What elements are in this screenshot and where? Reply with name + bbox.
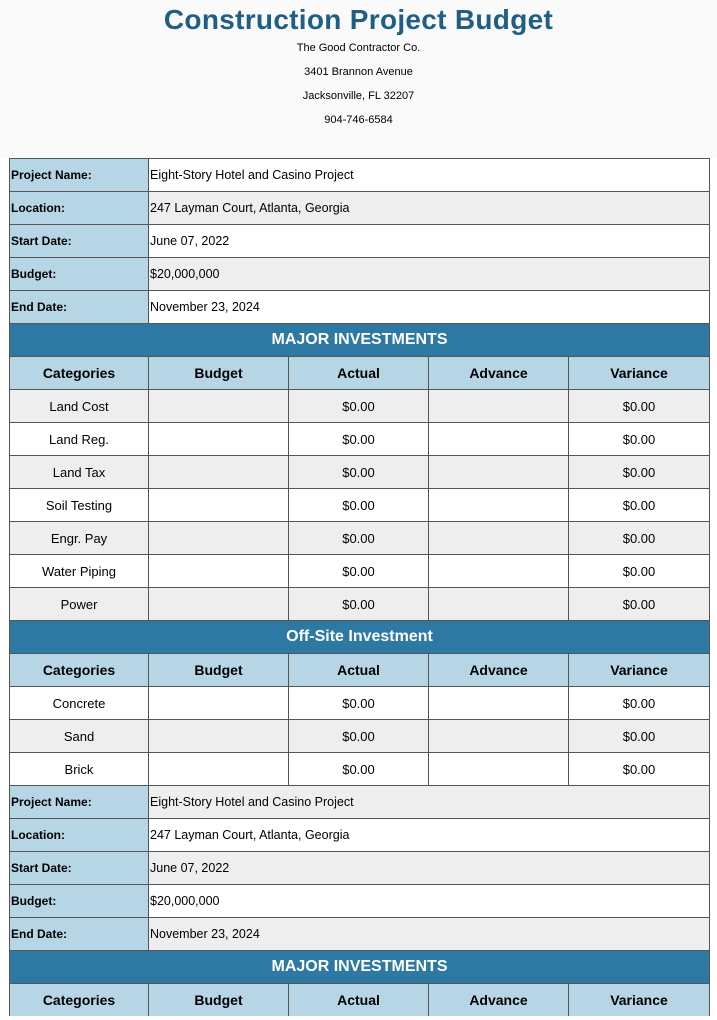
budget-value[interactable]: $20,000,000 xyxy=(149,258,709,290)
major-investments-header xyxy=(10,323,709,356)
project-name-row xyxy=(10,158,709,191)
col-categories: Categories xyxy=(10,654,149,686)
variance-cell[interactable]: $0.00 xyxy=(569,456,709,488)
variance-cell[interactable]: $0.00 xyxy=(569,489,709,521)
col-actual: Actual xyxy=(289,357,429,389)
col-budget: Budget xyxy=(149,654,289,686)
col-variance: Variance xyxy=(569,984,709,1016)
col-categories: Categories xyxy=(10,984,149,1016)
actual-cell[interactable]: $0.00 xyxy=(289,390,429,422)
col-advance: Advance xyxy=(429,984,569,1016)
start-date-value[interactable]: June 07, 2022 xyxy=(149,225,709,257)
category-cell: Soil Testing xyxy=(10,489,149,521)
actual-cell[interactable]: $0.00 xyxy=(289,687,429,719)
table-row xyxy=(10,455,709,488)
variance-cell[interactable]: $0.00 xyxy=(569,555,709,587)
budget-cell[interactable] xyxy=(149,423,289,455)
table-row xyxy=(10,752,709,785)
col-actual: Actual xyxy=(289,984,429,1016)
location-value[interactable]: 247 Layman Court, Atlanta, Georgia xyxy=(149,819,709,851)
location-row xyxy=(10,818,709,851)
column-header-row xyxy=(10,356,709,389)
advance-cell[interactable] xyxy=(429,555,569,587)
end-date-row xyxy=(10,917,709,950)
start-date-row xyxy=(10,224,709,257)
table-row xyxy=(10,422,709,455)
address-line-2: Jacksonville, FL 32207 xyxy=(302,90,415,102)
category-cell: Concrete xyxy=(10,687,149,719)
table-row xyxy=(10,389,709,422)
table-row xyxy=(10,686,709,719)
end-date-value[interactable]: November 23, 2024 xyxy=(149,291,709,323)
start-date-label: Start Date: xyxy=(10,225,149,257)
col-budget: Budget xyxy=(149,984,289,1016)
budget-value[interactable]: $20,000,000 xyxy=(149,885,709,917)
location-row xyxy=(10,191,709,224)
budget-cell[interactable] xyxy=(149,489,289,521)
budget-cell[interactable] xyxy=(149,522,289,554)
variance-cell[interactable]: $0.00 xyxy=(569,588,709,620)
category-cell: Power xyxy=(10,588,149,620)
company-name: The Good Contractor Co. xyxy=(296,42,421,54)
budget-row xyxy=(10,257,709,290)
actual-cell[interactable]: $0.00 xyxy=(289,489,429,521)
category-cell: Brick xyxy=(10,753,149,785)
category-cell: Water Piping xyxy=(10,555,149,587)
budget-cell[interactable] xyxy=(149,456,289,488)
document-header xyxy=(0,0,717,158)
advance-cell[interactable] xyxy=(429,588,569,620)
section-title: MAJOR INVESTMENTS xyxy=(271,331,448,348)
col-variance: Variance xyxy=(569,357,709,389)
variance-cell[interactable]: $0.00 xyxy=(569,423,709,455)
category-cell: Engr. Pay xyxy=(10,522,149,554)
actual-cell[interactable]: $0.00 xyxy=(289,588,429,620)
actual-cell[interactable]: $0.00 xyxy=(289,423,429,455)
col-advance: Advance xyxy=(429,654,569,686)
budget-row xyxy=(10,884,709,917)
budget-cell[interactable] xyxy=(149,753,289,785)
category-cell: Land Tax xyxy=(10,456,149,488)
table-row xyxy=(10,554,709,587)
project-name-label: Project Name: xyxy=(10,786,149,818)
advance-cell[interactable] xyxy=(429,687,569,719)
location-label: Location: xyxy=(10,819,149,851)
col-categories: Categories xyxy=(10,357,149,389)
offsite-investment-header xyxy=(10,620,709,653)
column-header-row xyxy=(10,653,709,686)
column-header-row xyxy=(10,983,709,1016)
start-date-label: Start Date: xyxy=(10,852,149,884)
budget-label: Budget: xyxy=(10,258,149,290)
table-row xyxy=(10,719,709,752)
category-cell: Land Reg. xyxy=(10,423,149,455)
location-label: Location: xyxy=(10,192,149,224)
advance-cell[interactable] xyxy=(429,522,569,554)
end-date-value[interactable]: November 23, 2024 xyxy=(149,918,709,950)
project-name-value[interactable]: Eight-Story Hotel and Casino Project xyxy=(149,159,709,191)
table-row xyxy=(10,521,709,554)
actual-cell[interactable]: $0.00 xyxy=(289,522,429,554)
table-row xyxy=(10,587,709,620)
location-value[interactable]: 247 Layman Court, Atlanta, Georgia xyxy=(149,192,709,224)
end-date-label: End Date: xyxy=(10,918,149,950)
actual-cell[interactable]: $0.00 xyxy=(289,555,429,587)
end-date-row xyxy=(10,290,709,323)
variance-cell[interactable]: $0.00 xyxy=(569,753,709,785)
start-date-value[interactable]: June 07, 2022 xyxy=(149,852,709,884)
actual-cell[interactable]: $0.00 xyxy=(289,456,429,488)
col-budget: Budget xyxy=(149,357,289,389)
table-row xyxy=(10,488,709,521)
page-title: Construction Project Budget xyxy=(163,4,554,35)
address-line-1: 3401 Brannon Avenue xyxy=(304,66,413,78)
actual-cell[interactable]: $0.00 xyxy=(289,720,429,752)
advance-cell[interactable] xyxy=(429,753,569,785)
project-name-value[interactable]: Eight-Story Hotel and Casino Project xyxy=(149,786,709,818)
budget-cell[interactable] xyxy=(149,687,289,719)
advance-cell[interactable] xyxy=(429,456,569,488)
advance-cell[interactable] xyxy=(429,720,569,752)
budget-label: Budget: xyxy=(10,885,149,917)
budget-cell[interactable] xyxy=(149,555,289,587)
section-title: Off-Site Investment xyxy=(286,628,433,645)
advance-cell[interactable] xyxy=(429,489,569,521)
variance-cell[interactable]: $0.00 xyxy=(569,522,709,554)
variance-cell[interactable]: $0.00 xyxy=(569,390,709,422)
advance-cell[interactable] xyxy=(429,390,569,422)
end-date-label: End Date: xyxy=(10,291,149,323)
category-cell: Land Cost xyxy=(10,390,149,422)
col-advance: Advance xyxy=(429,357,569,389)
phone-number: 904-746-6584 xyxy=(324,114,393,126)
budget-cell[interactable] xyxy=(149,588,289,620)
project-name-row xyxy=(10,785,709,818)
project-name-label: Project Name: xyxy=(10,159,149,191)
actual-cell[interactable]: $0.00 xyxy=(289,753,429,785)
section-title: MAJOR INVESTMENTS xyxy=(271,958,448,975)
category-cell: Sand xyxy=(10,720,149,752)
major-investments-header xyxy=(10,950,709,983)
col-actual: Actual xyxy=(289,654,429,686)
budget-cell[interactable] xyxy=(149,390,289,422)
advance-cell[interactable] xyxy=(429,423,569,455)
col-variance: Variance xyxy=(569,654,709,686)
budget-cell[interactable] xyxy=(149,720,289,752)
budget-sheet xyxy=(9,158,710,1016)
start-date-row xyxy=(10,851,709,884)
variance-cell[interactable]: $0.00 xyxy=(569,720,709,752)
variance-cell[interactable]: $0.00 xyxy=(569,687,709,719)
